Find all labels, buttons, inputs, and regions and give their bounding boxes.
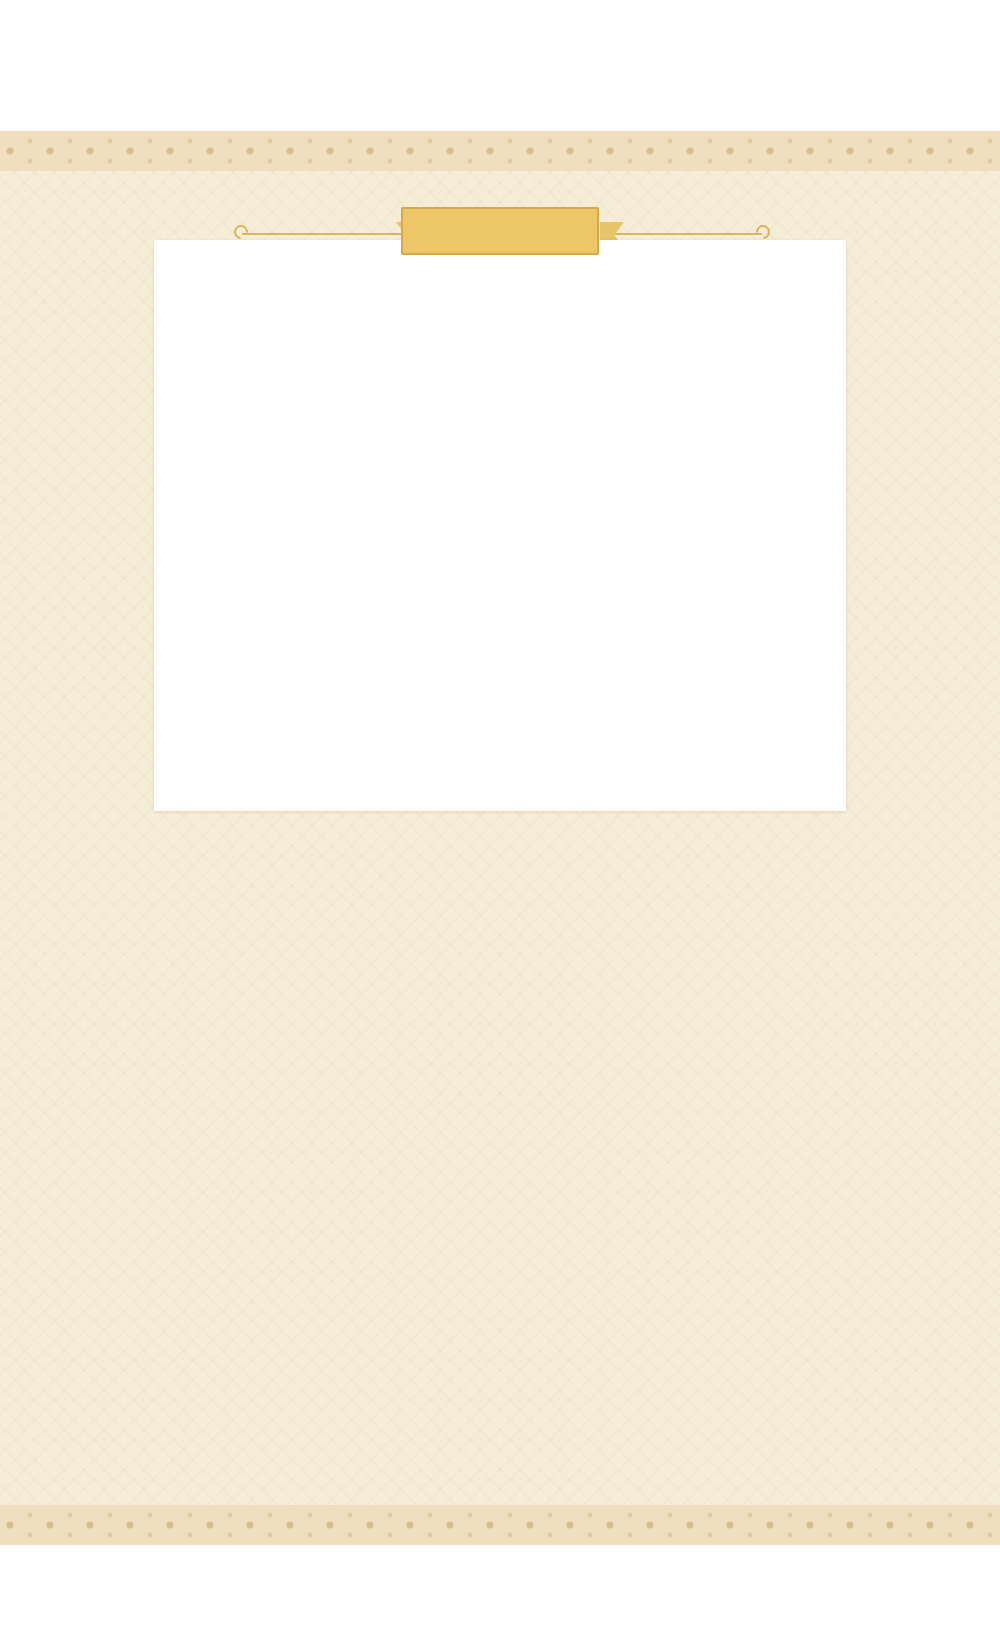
ornament-band-top <box>0 131 1000 171</box>
ornament-band-bottom <box>0 1505 1000 1545</box>
ribbon-line-right <box>600 233 762 235</box>
month-label <box>401 207 599 255</box>
ribbon-line-left <box>242 233 404 235</box>
calendar-grid <box>154 240 846 811</box>
page-header <box>0 0 1000 131</box>
articles-left-column <box>35 883 475 908</box>
page-footer <box>0 1545 1000 1636</box>
aif-logo[interactable] <box>190 1595 300 1625</box>
articles-right-column <box>527 880 967 905</box>
